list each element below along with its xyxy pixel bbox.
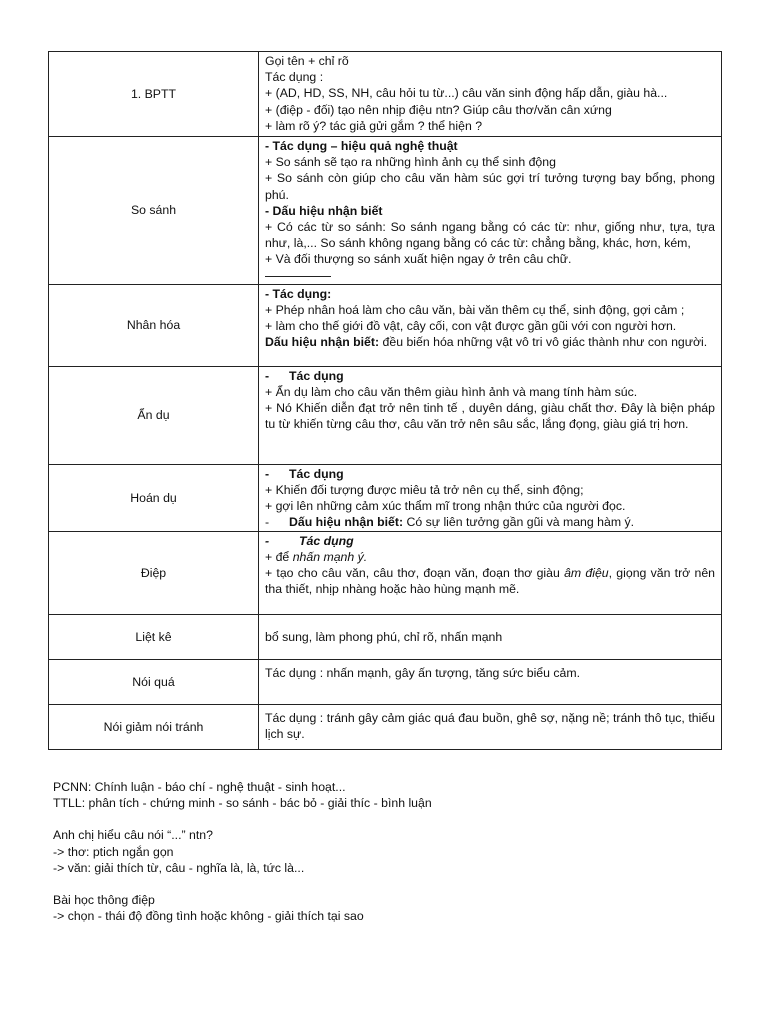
spacer: [53, 811, 713, 827]
dash-marker: -: [265, 515, 270, 530]
table-row: [49, 464, 722, 531]
text-line: + làm cho thế giới đồ vật, cây cối, con vật được gần gũi với con người hơn.: [265, 319, 677, 334]
row-content-so-sanh: [259, 137, 722, 285]
row-label-hoan-du: Hoán dụ: [49, 464, 259, 531]
table-row: [49, 137, 722, 285]
row-label-liet-ke: Liệt kê: [49, 614, 259, 659]
line-suffix: , giọng văn trở nên tha thiết, nhịp nhàng hoặc hào hùng mạnh mẽ.: [265, 566, 715, 597]
text-line: + (điệp - đối) tạo nên nhịp điệu ntn? Giúp câu thơ/văn cân xứng: [265, 102, 612, 117]
sign-text: Có sự liên tưởng gần gũi và mang hàm ý.: [403, 515, 635, 530]
text-line: + gợi lên những cảm xúc thẩm mĩ trong nhận thức của người đọc.: [265, 499, 626, 514]
text-line: + Có các từ so sánh: So sánh ngang bằng có các từ: như, giống như, tựa, tựa như, là,... So sánh không ngang bằng có các từ: chẳng bằng, khác, hơn, kém,: [265, 220, 715, 251]
row-label-noi-giam: Nói giảm nói tránh: [49, 704, 259, 749]
divider: [265, 275, 331, 277]
note-ttll: TTLL: phân tích - chứng minh - so sánh - bác bỏ - giải thíc - bình luận: [53, 796, 432, 811]
table-row: [49, 531, 722, 614]
heading-text: Tác dụng: [299, 533, 354, 548]
note-lesson-title: Bài học thông điệp: [53, 893, 155, 908]
text-line: [265, 565, 715, 597]
techniques-table: [48, 51, 722, 750]
row-label-noi-qua: Nói quá: [49, 659, 259, 704]
text-line: [265, 334, 715, 350]
heading-text: Tác dụng: [289, 466, 344, 481]
section-heading: [265, 533, 715, 549]
table-row: [49, 614, 722, 659]
row-content-liet-ke: bổ sung, làm phong phú, chỉ rõ, nhấn mạnh: [259, 614, 722, 659]
line-prefix: + để: [265, 549, 293, 564]
text-line: + Nó Khiến diễn đạt trở nên tinh tế , duyên dáng, giàu chất thơ. Đây là biện pháp tu từ khiến từng câu thơ, câu văn trở nên sâu sắc, lắng đọng, giàu giá trị hơn.: [265, 401, 715, 432]
note-question-poem: -> thơ: ptich ngắn gọn: [53, 844, 174, 859]
text-line: + (AD, HD, SS, NH, câu hỏi tu từ...) câu văn sinh động hấp dẫn, giàu hà...: [265, 86, 668, 101]
text-line: + So sánh sẽ tạo ra những hình ảnh cụ thể sinh động: [265, 155, 556, 170]
table-row: [49, 659, 722, 704]
line-italic: nhấn mạnh ý.: [292, 549, 368, 564]
row-content-diep: [259, 531, 722, 614]
row-label-so-sanh: So sánh: [49, 137, 259, 285]
row-content-nhan-hoa: [259, 284, 722, 366]
row-label-an-du: Ẩn dụ: [49, 366, 259, 464]
note-lesson-line: -> chọn - thái độ đồng tình hoặc không - giải thích tại sao: [53, 909, 364, 924]
row-content-bptt: [259, 52, 722, 137]
sign-label: Dấu hiệu nhận biết:: [265, 335, 380, 350]
row-content-noi-qua: Tác dụng : nhấn mạnh, gây ấn tượng, tăng sức biểu cảm.: [259, 659, 722, 704]
note-question-prose: -> văn: giải thích từ, câu - nghĩa là, là, tức là...: [53, 860, 305, 875]
row-content-hoan-du: [259, 464, 722, 531]
notes-section: [53, 779, 713, 924]
table-row: [49, 284, 722, 366]
row-label-diep: Điệp: [49, 531, 259, 614]
text-line: + So sánh còn giúp cho câu văn hàm súc gợi trí tưởng tượng bay bổng, phong phú.: [265, 171, 715, 202]
text-line: + Phép nhân hoá làm cho câu văn, bài văn thêm cụ thể, sinh động, gợi cảm ;: [265, 303, 685, 318]
row-label-nhan-hoa: Nhân hóa: [49, 284, 259, 366]
row-content-noi-giam: Tác dụng : tránh gây cảm giác quá đau buồn, ghê sợ, nặng nề; tránh thô tục, thiếu lịch sự.: [259, 704, 722, 749]
section-heading: - Tác dụng – hiệu quả nghệ thuật: [265, 139, 458, 153]
text-line: Gọi tên + chỉ rõ: [265, 54, 349, 68]
row-content-an-du: [259, 366, 722, 464]
text-line: [265, 549, 715, 565]
section-heading: - Tác dụng:: [265, 286, 332, 301]
section-heading: [265, 466, 715, 482]
table-row: [49, 704, 722, 749]
text-line: + Khiến đối tượng được miêu tả trở nên cụ thể, sinh động;: [265, 483, 584, 498]
heading-text: Tác dụng: [289, 368, 344, 383]
line-italic: âm điệu: [564, 566, 609, 581]
text-line: + Và đối thượng so sánh xuất hiện ngay ở trên câu chữ.: [265, 252, 572, 267]
note-pcnn: PCNN: Chính luận - báo chí - nghệ thuật - sinh hoạt...: [53, 780, 346, 794]
line-prefix: + tạo cho câu văn, câu thơ, đoạn văn, đoạn thơ giàu: [265, 566, 565, 581]
spacer: [53, 876, 713, 892]
text-line: + làm rõ ý? tác giả gửi gắm ? thể hiện ?: [265, 118, 483, 133]
text-line: + Ẩn dụ làm cho câu văn thêm giàu hình ảnh và mang tính hàm súc.: [265, 385, 638, 400]
row-label-bptt: 1. BPTT: [49, 52, 259, 137]
table-row: [49, 52, 722, 137]
dash-marker: -: [265, 466, 270, 481]
section-heading: [265, 368, 715, 384]
table-row: [49, 366, 722, 464]
sign-label: Dấu hiệu nhận biết:: [289, 515, 404, 530]
dash-marker: -: [265, 368, 270, 383]
note-question-title: Anh chị hiểu câu nói “...” ntn?: [53, 828, 213, 843]
sign-line: [265, 514, 715, 530]
dash-marker: -: [265, 533, 270, 548]
section-heading: - Dấu hiệu nhận biết: [265, 203, 383, 218]
sign-text: đều biến hóa những vật vô tri vô giác thành như con người.: [379, 335, 708, 350]
text-line: Tác dụng :: [265, 70, 324, 85]
